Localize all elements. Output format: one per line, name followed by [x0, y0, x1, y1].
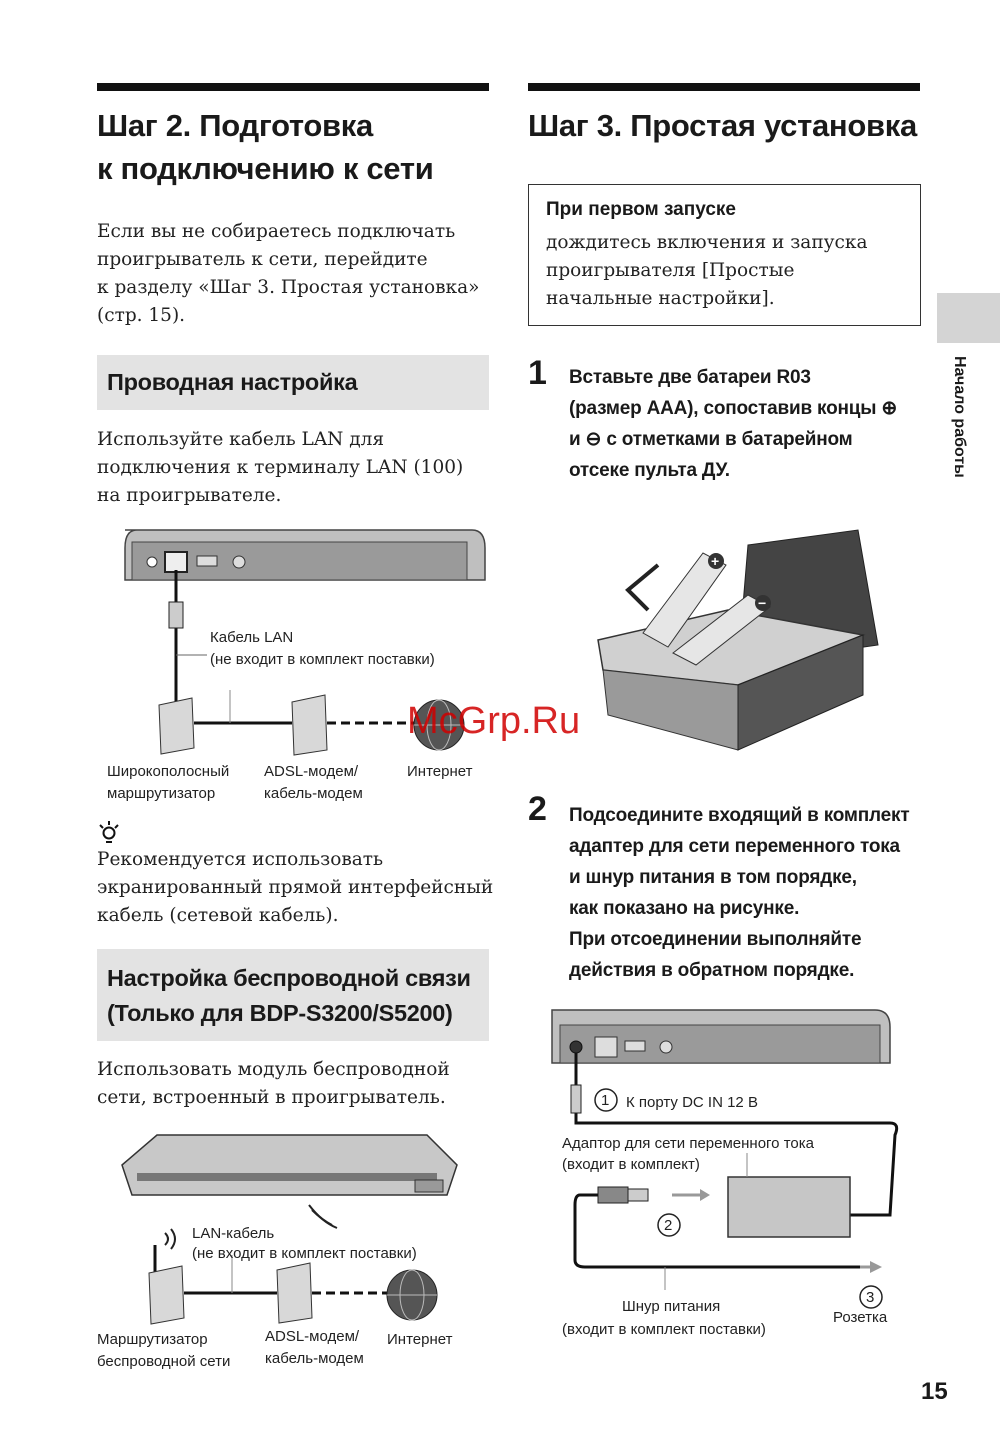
first-start-heading: При первом запуске [546, 199, 736, 220]
text-line: Рекомендуется использовать [97, 849, 384, 870]
text-line: Если вы не собираетесь подключать [97, 221, 456, 242]
text-line: Подсоедините входящий в комплект [569, 805, 910, 826]
text-line: (стр. 15). [97, 305, 186, 326]
wireless-heading: (Только для BDP-S3200/S5200) [107, 1000, 453, 1026]
text-line: адаптер для сети переменного тока [569, 836, 900, 857]
wifi-waves-icon [309, 1205, 337, 1228]
text-line: к разделу «Шаг 3. Простая установка» [97, 277, 480, 298]
right-top-rule [528, 83, 920, 91]
lan-plug-icon [169, 602, 183, 628]
power-cord-label: (входит в комплект поставки) [562, 1321, 766, 1338]
text-line: сети, встроенный в проигрыватель. [97, 1087, 446, 1108]
wireless-router-icon [149, 1266, 184, 1324]
wireless-heading-box [97, 949, 489, 1041]
step2-text [569, 800, 909, 986]
text-line: экранированный прямой интерфейсный [97, 877, 494, 898]
text-line: на проигрывателе. [97, 485, 282, 506]
intro-paragraph [97, 218, 479, 330]
text-line: Вставьте две батареи R03 [569, 367, 811, 388]
first-start-box [528, 184, 921, 326]
text-line: подключения к терминалу LAN (100) [97, 457, 464, 478]
router-label: Маршрутизатор [97, 1331, 208, 1348]
text-line: как показано на рисунке. [569, 898, 800, 919]
step-number: 1 [601, 1092, 610, 1109]
cable-label: Кабель LAN [210, 629, 294, 646]
modem-icon [277, 1263, 312, 1323]
modem-icon [292, 695, 327, 755]
modem-label: ADSL-модем/ [264, 763, 359, 780]
text-line: Использовать модуль беспроводной [97, 1059, 450, 1080]
step-number: 2 [664, 1217, 673, 1234]
router-label: Широкополосный [107, 763, 230, 780]
router-icon [159, 698, 194, 754]
text-line: отсеке пульта ДУ. [569, 460, 730, 481]
outlet-label: Розетка [833, 1309, 888, 1326]
section-tab [937, 293, 1000, 343]
watermark: McGrp.Ru [407, 700, 581, 742]
text-line: действия в обратном порядке. [569, 960, 855, 981]
step3-title: Шаг 3. Простая установка [528, 108, 917, 143]
power-connection-diagram [540, 1005, 920, 1345]
cable-label: LAN-кабель [192, 1225, 275, 1242]
text-line: (размер AAA), сопоставив концы ⊕ [569, 398, 898, 419]
text-line: и ⊖ с отметками в батарейном [569, 429, 853, 450]
internet-label: Интернет [407, 763, 473, 780]
wireless-paragraph [97, 1056, 450, 1112]
step2-title [97, 104, 433, 190]
left-top-rule [97, 83, 489, 91]
router-label: беспроводной сети [97, 1353, 231, 1370]
cable-label: (не входит в комплект поставки) [192, 1245, 417, 1262]
step2-number: 2 [528, 790, 547, 828]
step2-title-line: Шаг 2. Подготовка [97, 108, 373, 143]
section-label: Начало работы [951, 356, 968, 478]
tip-paragraph [97, 846, 493, 930]
text-line: и шнур питания в том порядке, [569, 867, 857, 888]
internet-globe-icon [387, 1270, 437, 1320]
internet-label: Интернет [387, 1331, 453, 1348]
tip-lightbulb-icon [97, 820, 121, 846]
cable-label: (не входит в комплект поставки) [210, 651, 435, 668]
wired-heading: Проводная настройка [107, 369, 358, 395]
player-rear-panel [552, 1010, 890, 1063]
text-line: Используйте кабель LAN для [97, 429, 385, 450]
text-line: дождитесь включения и запуска [546, 232, 868, 253]
text-line: проигрыватель к сети, перейдите [97, 249, 428, 270]
text-line: кабель (сетевой кабель). [97, 905, 339, 926]
wireless-connection-diagram [97, 1125, 497, 1375]
step1-number: 1 [528, 354, 547, 392]
svg-text:−: − [758, 595, 767, 611]
dc-port-label: К порту DC IN 12 В [626, 1094, 758, 1111]
wired-paragraph [97, 426, 463, 510]
text-line: проигрывателя [Простые [546, 260, 795, 281]
insert-arrow-icon [628, 565, 658, 610]
power-cord-plug-icon [598, 1187, 648, 1203]
ac-adapter-icon [728, 1177, 850, 1237]
step-number: 3 [866, 1289, 875, 1306]
adapter-label: (входит в комплект) [562, 1156, 700, 1173]
step1-text [569, 362, 897, 486]
svg-text:+: + [711, 553, 720, 569]
page-number: 15 [921, 1378, 948, 1405]
text-line: При отсоединении выполняйте [569, 929, 862, 950]
router-label: маршрутизатор [107, 785, 216, 802]
adapter-label: Адаптор для сети переменного тока [562, 1135, 814, 1152]
modem-label: ADSL-модем/ [265, 1328, 360, 1345]
player-front-icon [122, 1135, 457, 1195]
modem-label: кабель-модем [264, 785, 363, 802]
wireless-heading: Настройка беспроводной связи [107, 965, 471, 991]
battery-insertion-illustration [578, 525, 898, 765]
text-line: начальные настройки]. [546, 288, 775, 309]
wired-heading-box [97, 355, 489, 410]
power-cord-label: Шнур питания [622, 1298, 721, 1315]
wired-connection-diagram [97, 520, 497, 810]
step2-title-line: к подключению к сети [97, 151, 434, 186]
modem-label: кабель-модем [265, 1350, 364, 1367]
dc-plug-icon [571, 1085, 581, 1113]
player-rear-panel [125, 530, 485, 580]
